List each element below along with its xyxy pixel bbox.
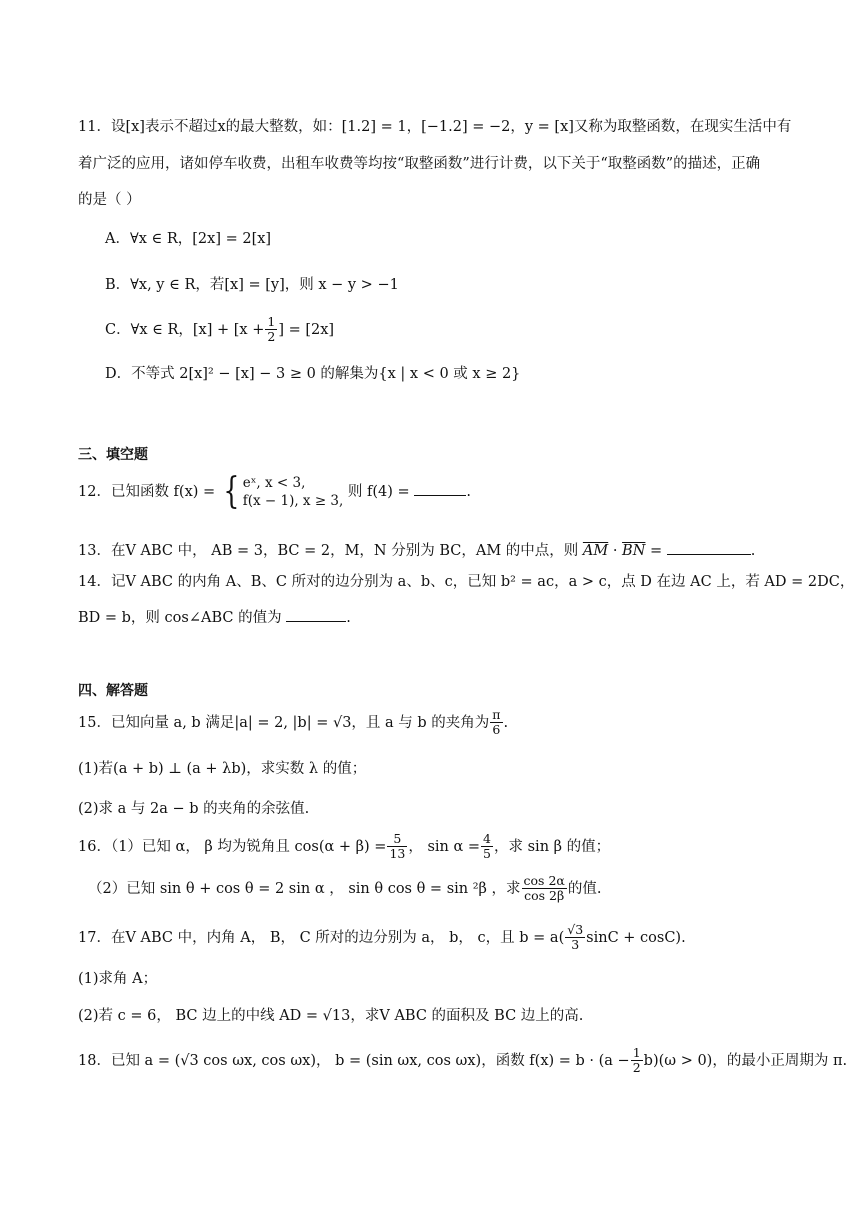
q11-line3: 的是（ ） [78,192,141,208]
answer-blank[interactable] [667,542,751,555]
q14-end: . [346,610,351,626]
section-solve-heading: 四、解答题 [78,683,148,699]
q16-p1-end: ，求 sin β 的值； [494,838,611,855]
q14-line2-prefix: BD = b，则 cos∠ABC 的值为 [78,610,282,626]
fraction [565,923,585,953]
q17-prefix: 17．在V ABC 中，内角 A， B， C 所对的边分别为 a， b， c，且 b = a( [78,929,565,946]
q12-suffix: 则 f(4) = [347,484,410,501]
q17-part1: (1)求角 A； [78,971,158,987]
q18-prefix: 18．已知 a = (√3 cos ωx, cos ωx)， b = (sin ωx, cos ωx)，函数 f(x) = b · (a − [78,1052,630,1069]
q13-end: . [750,543,756,559]
q11-option-d: D．不等式 2[x]² − [x] − 3 ≥ 0 的解集为{x | x < 0 或 x ≥ 2} [105,366,521,382]
case-1: eˣ, x < 3, [242,475,306,491]
fraction-denominator: cos 2β [524,888,565,904]
fraction-numerator: 5 [387,832,407,847]
equals: = [645,543,663,559]
q11-option-b: B．∀x, y ∈ R，若[x] = [y]，则 x − y > −1 [105,277,399,293]
q13-line [78,542,755,561]
fraction-denominator: 2 [632,1060,641,1076]
q11-option-a: A．∀x ∈ R，[2x] = 2[x] [105,231,272,247]
answer-blank[interactable] [286,609,346,622]
q11-line2: 着广泛的应用，诸如停车收费，出租车收费等均按“取整函数”进行计费，以下关于“取整函数”的描述，正确 [78,156,761,172]
q11-option-c [105,315,334,345]
vector-am: $\overline{AM}$ [582,543,609,559]
q11-option-c-prefix: C．∀x ∈ R，[x] + [x + [105,321,265,338]
q15-part1: (1)若(a + b) ⊥ (a + λb)，求实数 λ 的值； [78,761,367,777]
q17-part2: (2)若 c = 6， BC 边上的中线 AD = √13，求V ABC 的面积及 BC 边上的高. [78,1008,584,1024]
q15-prefix: 15．已知向量 a, b 满足|a| = 2, |b| = √3，且 a 与 b 的夹角为 [78,714,490,731]
fraction-numerator: 1 [267,314,276,329]
q13-prefix: 13．在V ABC 中， AB = 3，BC = 2，M，N 分别为 BC，AM 的中点，则 [78,543,579,559]
answer-blank[interactable] [414,483,466,496]
q12-end: . [466,484,471,501]
q14-line1: 14．记V ABC 的内角 A、B、C 所对的边分别为 a、b、c，已知 b² = ac，a > c，点 D 在边 AC 上，若 AD = 2DC， [78,574,855,590]
fraction-denominator: 13 [389,846,406,862]
q17-line [78,923,686,953]
fraction-numerator: π [492,707,501,722]
q18-line [78,1046,847,1076]
fraction [387,832,407,862]
fraction [522,874,567,904]
q14-line2 [78,609,351,628]
fraction [631,1046,643,1076]
fraction-numerator: √3 [567,922,584,937]
q15-end: . [503,714,509,731]
q12-line [78,471,471,513]
fraction-denominator: 3 [571,937,580,953]
q11-line1: 11．设[x]表示不超过x的最大整数，如：[1.2] = 1，[−1.2] = −2，y = [x]又称为取整函数，在现实生活中有 [78,119,792,135]
fraction-numerator: 1 [632,1045,641,1060]
fraction [481,832,493,862]
q16-p1-prefix: 16．（1）已知 α， β 均为锐角且 cos(α + β) = [78,838,387,855]
q16-p2-prefix: （2）已知 sin θ + cos θ = 2 sin α ， sin θ cos θ = sin ²β ，求 [88,880,521,897]
fraction [265,315,277,345]
fraction-denominator: 6 [492,722,501,738]
q12-prefix: 12．已知函数 f(x) = [78,484,216,501]
q18-suffix: b)(ω > 0)，的最小正周期为 π. [643,1052,848,1069]
q16-part1 [78,832,610,862]
dot-operator: · [608,543,623,559]
q15-line [78,708,508,738]
fraction [490,708,502,738]
q16-p1-mid: ， sin α = [408,838,481,855]
q15-part2: (2)求 a 与 2a − b 的夹角的余弦值. [78,801,310,817]
case-2: f(x − 1), x ≥ 3, [242,493,344,510]
q16-part2 [88,874,601,904]
left-brace: { [223,471,240,513]
piecewise-cases [243,474,344,510]
vector-bn: $\overline{BN}$ [622,543,646,559]
fraction-denominator: 2 [267,329,276,345]
fraction-denominator: 5 [483,846,491,862]
q17-suffix: sinC + cosC). [586,929,686,946]
piecewise-function [220,471,344,513]
section-fill-in-heading: 三、填空题 [78,447,148,463]
fraction-numerator: cos 2α [523,873,565,888]
q11-option-c-suffix: ] = [2x] [278,321,335,338]
fraction-numerator: 4 [483,831,491,846]
q16-p2-end: 的值. [567,880,602,897]
